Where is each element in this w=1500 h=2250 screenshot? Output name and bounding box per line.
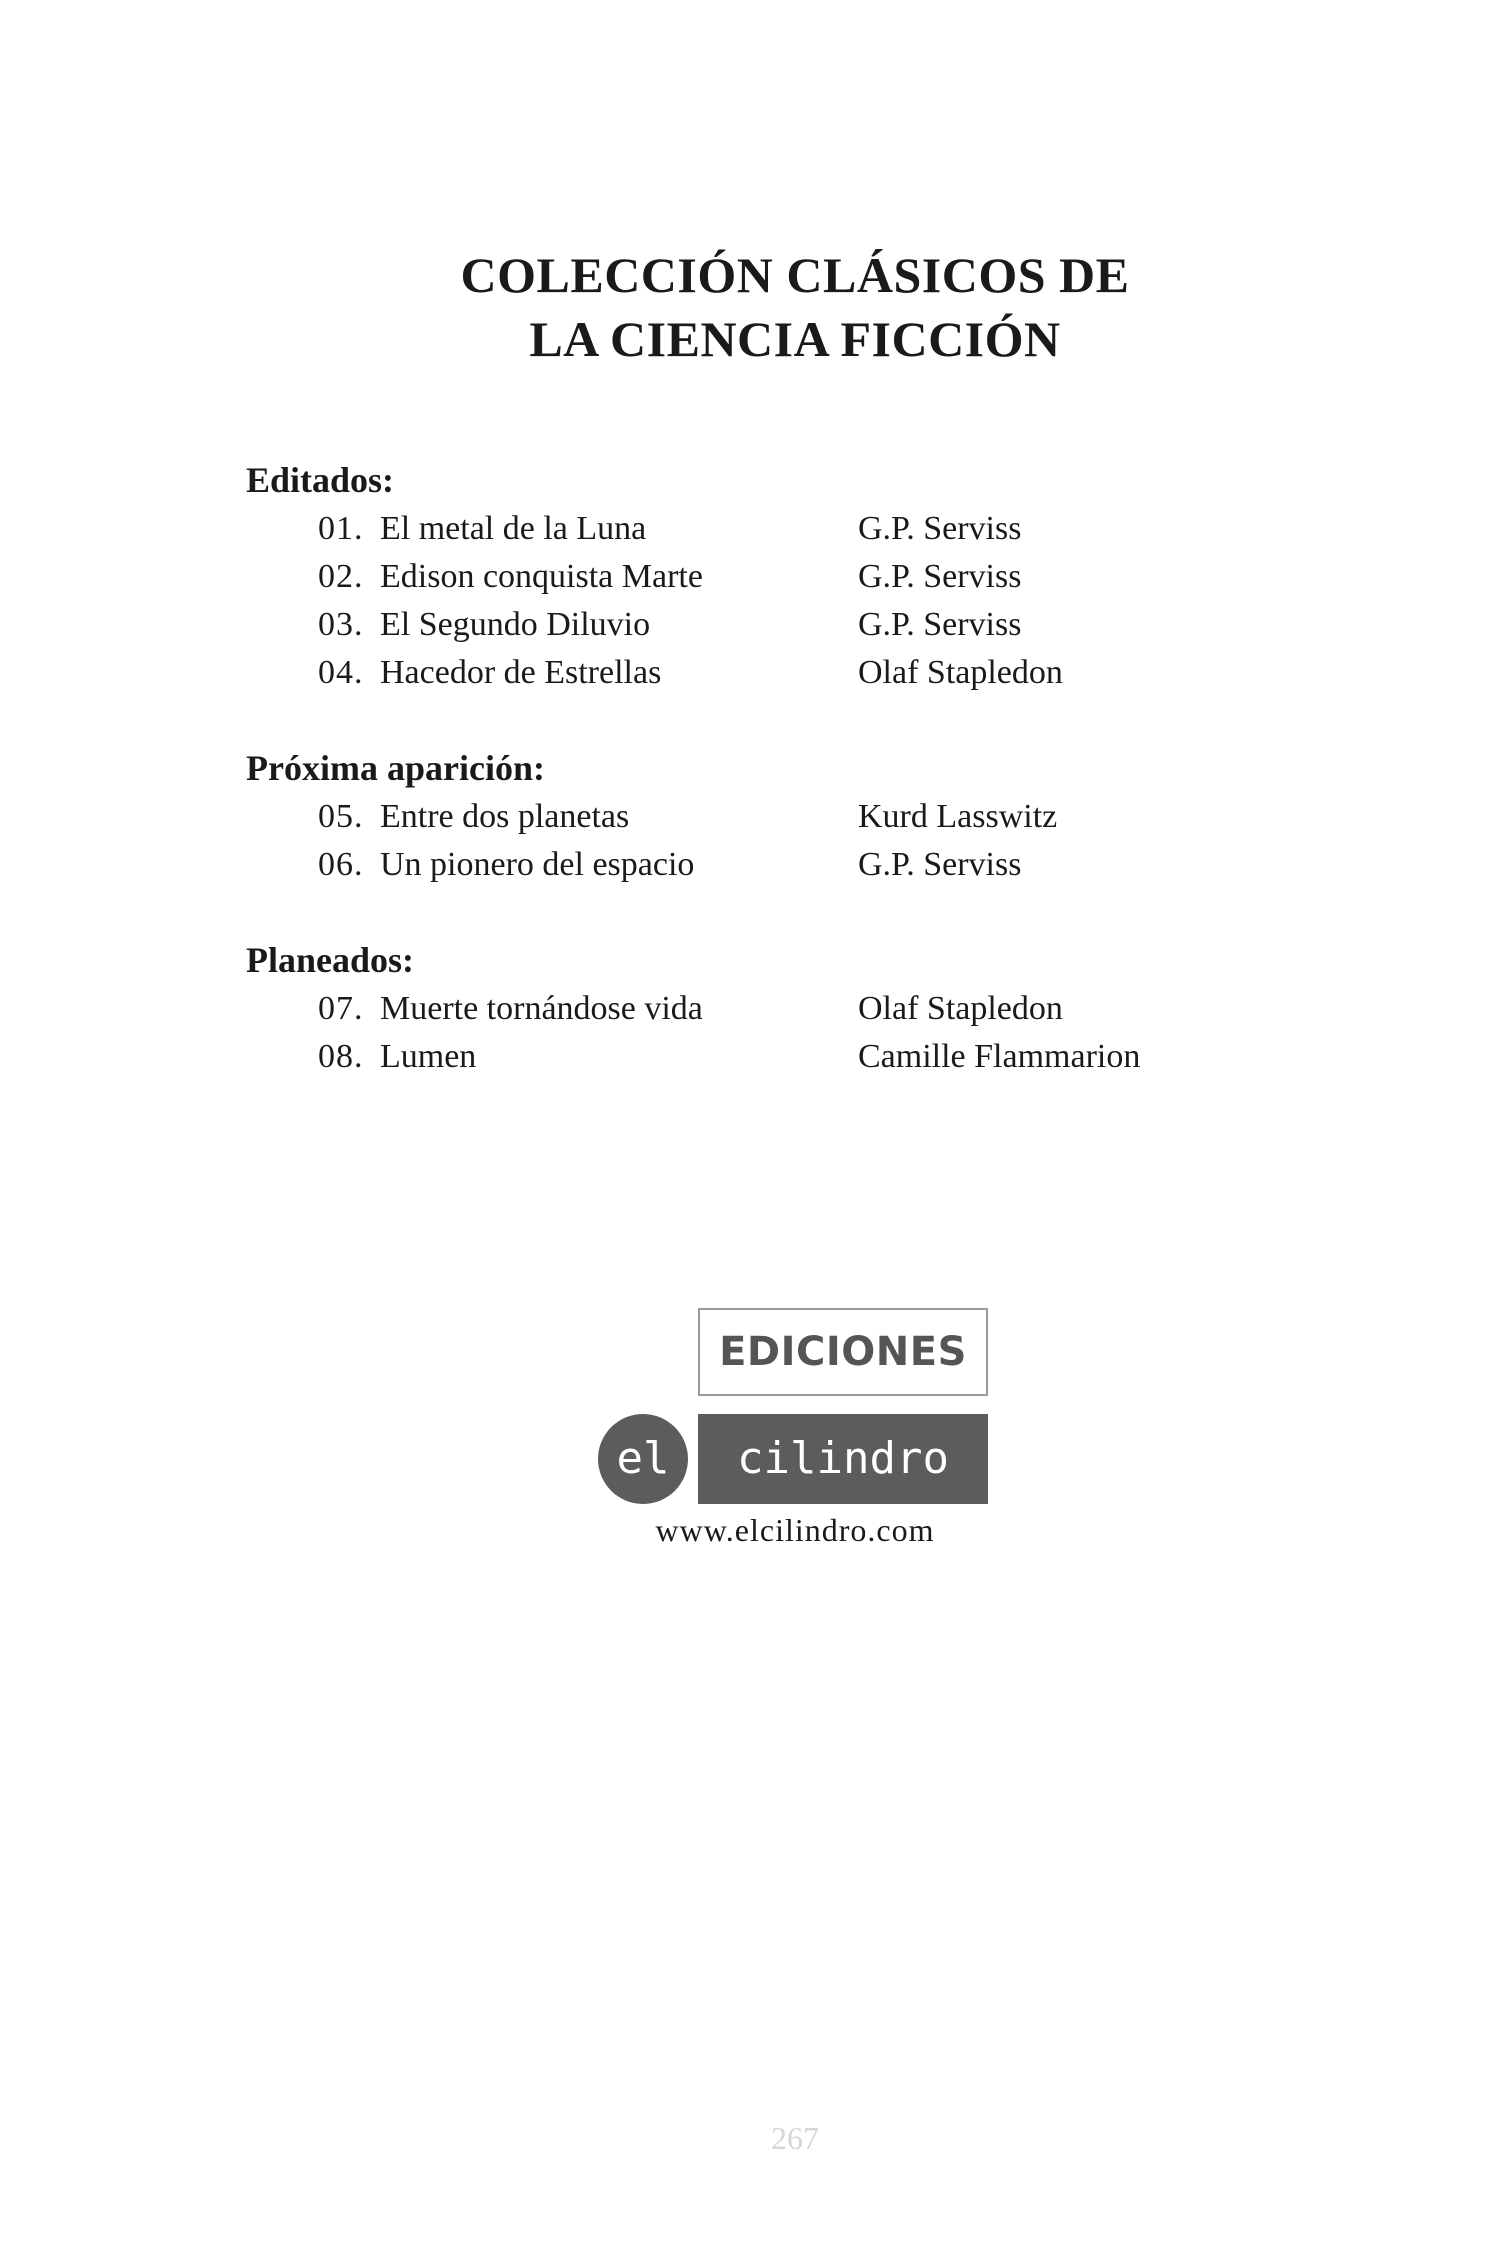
page-title bbox=[0, 243, 1500, 371]
entry-title: El Segundo Diluvio bbox=[380, 606, 651, 643]
entry-number: 01. bbox=[318, 510, 364, 547]
catalog-entry bbox=[246, 1033, 1246, 1081]
title-line-1: COLECCIÓN CLÁSICOS DE bbox=[460, 247, 1130, 303]
entry-title: Muerte tornándose vida bbox=[380, 990, 703, 1027]
catalog-entry bbox=[246, 601, 1246, 649]
entry-number: 02. bbox=[318, 558, 364, 595]
entry-title: Lumen bbox=[380, 1038, 477, 1075]
entry-number: 08. bbox=[318, 1038, 364, 1075]
catalog-entry bbox=[246, 793, 1246, 841]
entry-author: Camille Flammarion bbox=[858, 1038, 1141, 1075]
section-planeados bbox=[246, 935, 1246, 1081]
catalog-entry bbox=[246, 505, 1246, 553]
section-editados bbox=[246, 455, 1246, 697]
entry-number: 04. bbox=[318, 654, 364, 691]
entry-title: Edison conquista Marte bbox=[380, 558, 703, 595]
entry-author: G.P. Serviss bbox=[858, 606, 1022, 643]
catalog-entry bbox=[246, 841, 1246, 889]
entry-number: 03. bbox=[318, 606, 364, 643]
catalog-entry bbox=[246, 553, 1246, 601]
catalog-entry bbox=[246, 985, 1246, 1033]
publisher-logo bbox=[598, 1308, 992, 1504]
entry-author: Kurd Lasswitz bbox=[858, 798, 1058, 835]
logo-cilindro-bar: cilindro bbox=[698, 1414, 988, 1504]
section-proxima-aparicion bbox=[246, 743, 1246, 889]
entry-number: 05. bbox=[318, 798, 364, 835]
logo-el-circle: el bbox=[598, 1414, 688, 1504]
entry-author: G.P. Serviss bbox=[858, 510, 1022, 547]
entry-author: G.P. Serviss bbox=[858, 846, 1022, 883]
catalog-list bbox=[246, 455, 1246, 1127]
section-heading: Próxima aparición: bbox=[246, 748, 545, 788]
publisher-website: www.elcilindro.com bbox=[655, 1512, 935, 1548]
entry-title: Hacedor de Estrellas bbox=[380, 654, 662, 691]
entry-author: Olaf Stapledon bbox=[858, 990, 1063, 1027]
section-heading: Planeados: bbox=[246, 940, 415, 980]
entry-author: Olaf Stapledon bbox=[858, 654, 1063, 691]
entry-author: G.P. Serviss bbox=[858, 558, 1022, 595]
page-number: 267 bbox=[771, 2120, 819, 2156]
entry-title: Un pionero del espacio bbox=[380, 846, 695, 883]
entry-title: Entre dos planetas bbox=[380, 798, 630, 835]
title-line-2: LA CIENCIA FICCIÓN bbox=[529, 311, 1061, 367]
section-heading: Editados: bbox=[246, 460, 395, 500]
catalog-entry bbox=[246, 649, 1246, 697]
entry-number: 06. bbox=[318, 846, 364, 883]
entry-number: 07. bbox=[318, 990, 364, 1027]
logo-ediciones-box: EDICIONES bbox=[698, 1308, 988, 1396]
entry-title: El metal de la Luna bbox=[380, 510, 647, 547]
